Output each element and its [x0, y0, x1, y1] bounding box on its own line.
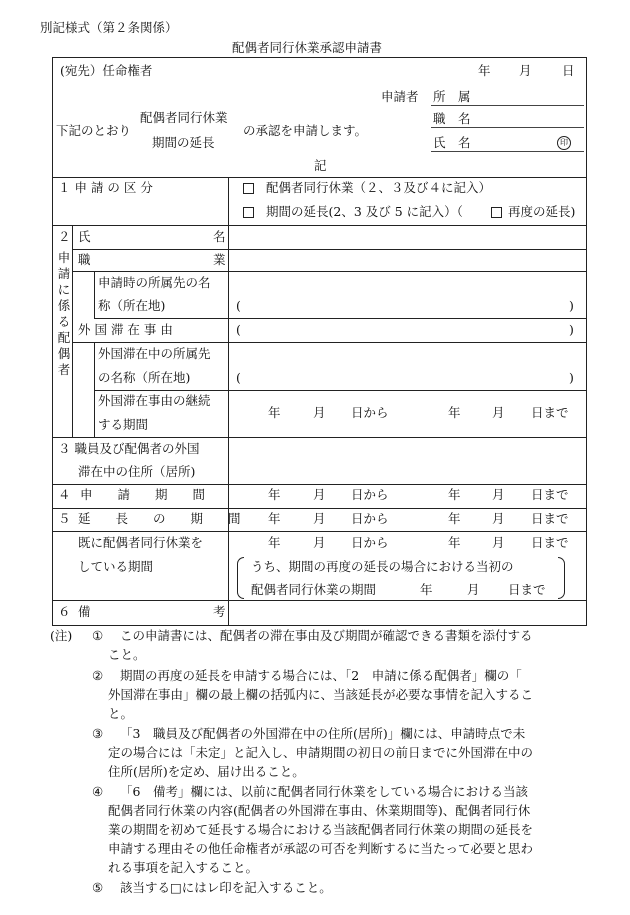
request-text: の承認を申請します。 [243, 123, 368, 138]
note-1-line2: こと。 [108, 647, 146, 662]
ki-label: 記 [314, 158, 327, 173]
spouse-name-label-right: 名 [213, 229, 226, 244]
option-leave-text: 配偶者同行休業 [140, 110, 228, 125]
section-4-label: 申 請 期 間 [80, 487, 206, 502]
applicant-label: 申請者 [381, 89, 419, 104]
remarks-label-right: 考 [213, 604, 226, 619]
r1-option-extension: 期間の延長(2、3 及び 5 に記入）（ [266, 204, 463, 219]
applicant-affiliation-label: 所 属 [433, 89, 471, 104]
abroad-affil-paren-close: ) [569, 370, 574, 385]
option-extension-text: 期間の延長 [152, 135, 215, 150]
section-3-line1: ３ 職員及び配偶者の外国 [58, 441, 200, 456]
date-day-label: 日 [562, 63, 575, 78]
bracket-left [237, 557, 244, 599]
page-title: 配偶者同行休業承認申請書 [232, 40, 383, 55]
affiliation-field-line[interactable] [431, 105, 584, 106]
note-3-mark: ③ [92, 726, 104, 741]
bracket-line2: 配偶者同行休業の期間 [251, 582, 377, 597]
post-field-line[interactable] [431, 127, 584, 128]
name-field-line[interactable] [431, 151, 584, 152]
note-2-line3: と。 [108, 706, 134, 721]
bracket-month: 月 [467, 582, 480, 597]
applicant-name-label: 氏 名 [433, 135, 471, 150]
note-3-line3: 住所(居所)を定め、届け出ること。 [108, 764, 305, 779]
note-5-text: 該当する□にはレ印を記入すること。 [120, 880, 332, 895]
date-year-label: 年 [478, 63, 491, 78]
note-4-line2: 配偶者同行休業の内容(配偶者の外国滞在事由、休業期間等)、配偶者同行休 [108, 803, 531, 818]
checkbox-extension[interactable] [243, 207, 254, 218]
date-month-label: 月 [519, 63, 532, 78]
note-1-line1: この申請書には、配偶者の滞在事由及び期間が確認できる書類を添付する [120, 628, 533, 643]
addressee: (宛先）任命権者 [60, 63, 153, 78]
note-4-line5: れる事項を記入すること。 [108, 860, 259, 875]
checkbox-leave[interactable] [243, 183, 254, 194]
note-3-line2: 定の場合には「未定」と記入し、申請期間の初日の前日までに外国滞在中の [108, 745, 534, 760]
note-5-mark: ⑤ [92, 880, 104, 895]
affil-label-line1: 申請時の所属先の名 [98, 275, 211, 290]
lead-text: 下記のとおり [56, 123, 132, 138]
abroad-affil-paren-open: ( [236, 370, 241, 385]
spouse-post-label-right: 業 [213, 252, 226, 267]
section-3-line2: 滞在中の住所（居所) [78, 464, 196, 479]
note-2-mark: ② [92, 668, 104, 683]
section-6-number: ６ [58, 604, 71, 619]
reason-label: 外 国 滞 在 事 由 [78, 322, 173, 337]
affil-paren-open: ( [236, 298, 241, 313]
abroad-affil-line1: 外国滞在中の所属先 [98, 346, 211, 361]
notes-label: (注) [50, 628, 73, 643]
reason-paren-open: ( [236, 322, 241, 337]
bracket-line1: うち、期間の再度の延長の場合における当初の [251, 559, 514, 574]
form-label: 別記様式（第２条関係） [40, 20, 178, 35]
section-1-label: １ 申 請 の 区 分 [58, 180, 153, 195]
section-5-label: 延 長 の 期 間 [78, 511, 241, 526]
note-4-line1: 「6 備考」欄には、以前に配偶者同行休業をしている場合における当該 [120, 784, 528, 799]
note-3-line1: 「3 職員及び配偶者の外国滞在中の住所(居所)」欄には、申請時点で未 [120, 726, 526, 741]
r1-option-re-extension: 再度の延長) [508, 204, 576, 219]
section-2-number: ２ [58, 229, 71, 244]
reason-paren-close: ) [569, 322, 574, 337]
note-4-line4: 申請する理由その他任命権者が承認の可否を判断するに当たって必要と思わ [108, 841, 534, 856]
remarks-label-left: 備 [78, 604, 91, 619]
bracket-year: 年 [420, 582, 433, 597]
note-2-line2: 外国滞在事由」欄の最上欄の括弧内に、当該延長が必要な事情を記入するこ [108, 687, 534, 702]
affil-label-line2: 称（所在地) [98, 298, 166, 313]
note-1-mark: ① [92, 628, 104, 643]
bracket-until: 日まで [508, 582, 546, 597]
note-4-mark: ④ [92, 784, 104, 799]
note-2-line1: 期間の再度の延長を申請する場合には、「2 申請に係る配偶者」欄の「 [120, 668, 522, 683]
applicant-post-label: 職 名 [433, 111, 471, 126]
note-4-line3: 業の期間を初めて延長する場合における当該配偶者同行休業の期間の延長を [108, 822, 534, 837]
bracket-right [558, 557, 565, 599]
section-5-number: ５ [58, 511, 71, 526]
already-leave-line2: している期間 [78, 559, 154, 574]
spouse-name-label-left: 氏 [78, 229, 91, 244]
already-leave-line1: 既に配偶者同行休業を [78, 535, 204, 550]
r1-option-leave: 配偶者同行休業（２、３及び４に記入） [266, 180, 492, 195]
section-2-vertical-label: 申請に係る配偶者 [57, 250, 71, 377]
continuation-line1: 外国滞在事由の継続 [98, 393, 211, 408]
affil-paren-close: ) [569, 298, 574, 313]
spouse-post-label-left: 職 [78, 252, 91, 267]
checkbox-re-extension[interactable] [491, 207, 502, 218]
section-4-number: ４ [58, 487, 71, 502]
continuation-line2: する期間 [98, 417, 149, 432]
abroad-affil-line2: の名称（所在地) [98, 370, 191, 385]
seal-mark: 印 [557, 136, 571, 150]
